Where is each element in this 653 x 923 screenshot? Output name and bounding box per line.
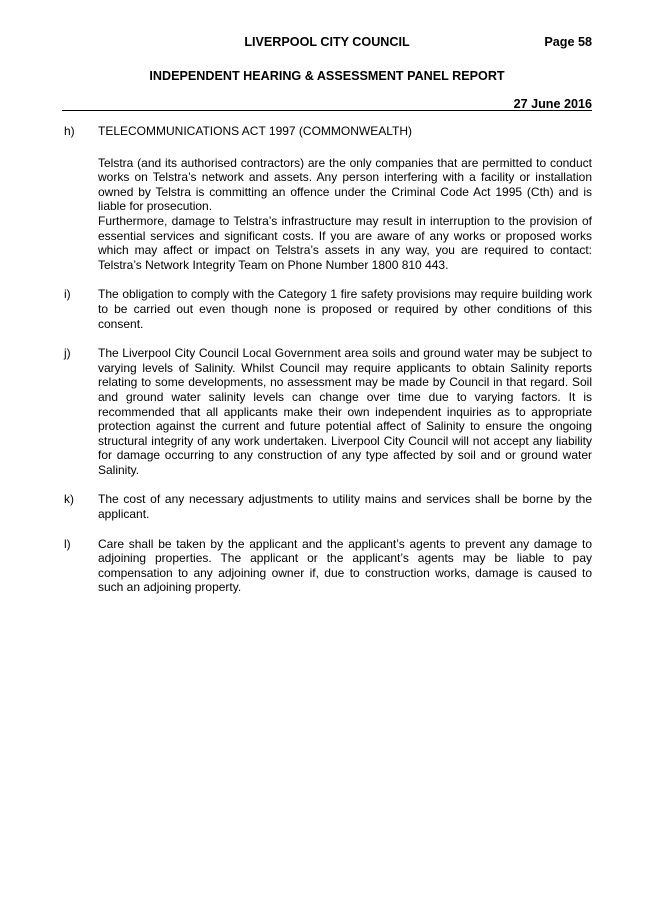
item-paragraph: The cost of any necessary adjustments to utility mains and services shall be borne by the applicant. [98, 492, 592, 522]
item-label: h) [64, 124, 75, 138]
item-label: k) [64, 492, 74, 507]
item-paragraph: The obligation to comply with the Category 1 fire safety provisions may require building work to be carried out even though none is proposed or required by other conditions of this consent. [98, 287, 592, 331]
page-header [62, 34, 592, 112]
condition-item-j [62, 346, 592, 477]
item-label: j) [64, 346, 71, 361]
condition-item-h [62, 124, 592, 272]
item-paragraph: Furthermore, damage to Telstra’s infrastructure may result in interruption to the provision of essential services and significant costs. If you are aware of any works or proposed works which may affect or impact on Telstra’s assets in any way, you are required to contact: Telstra’s Network Integrity Team on Phone Number 1800 810 443. [98, 213, 592, 272]
report-date: 27 June 2016 [513, 97, 592, 111]
header-divider [62, 110, 592, 111]
item-paragraph: The Liverpool City Council Local Government area soils and ground water may be subject to varying levels of Salinity. Whilst Council may require applicants to obtain Salinity reports relating to some developments, no assessment may be made by Council in that regard. Soil and ground water salinity levels can change over time due to varying factors. It is recommended that all applicants make their own independent inquiries as to appropriate protection against the current and future potential affect of Salinity to ensure the ongoing structural integrity of any work undertaken. Liverpool City Council will not accept any liability for damage occurring to any construction of any type affected by soil and or ground water Salinity. [98, 346, 592, 477]
item-label: i) [64, 287, 71, 302]
conditions-list [62, 124, 592, 595]
item-label: l) [64, 536, 71, 551]
report-title: INDEPENDENT HEARING & ASSESSMENT PANEL REPORT [149, 69, 505, 83]
condition-item-l [62, 537, 592, 595]
condition-item-k [62, 492, 592, 521]
header-top-row [62, 34, 592, 50]
item-paragraph: Telstra (and its authorised contractors) are the only companies that are permitted to conduct works on Telstra’s network and assets. Any person interfering with a facility or installation owned by Telstra is committing an offence under the Criminal Code Act 1995 (Cth) and is liable for prosecution. [98, 155, 592, 214]
page-number: Page 58 [544, 35, 592, 49]
condition-item-i [62, 287, 592, 331]
item-paragraph: Care shall be taken by the applicant and the applicant’s agents to prevent any damage to adjoining properties. The applicant or the applicant’s agents may be liable to pay compensation to any adjoining owner if, due to construction works, damage is caused to such an adjoining property. [98, 536, 592, 595]
item-heading: TELECOMMUNICATIONS ACT 1997 (COMMONWEALTH) [98, 124, 413, 138]
council-name: LIVERPOOL CITY COUNCIL [244, 35, 410, 49]
